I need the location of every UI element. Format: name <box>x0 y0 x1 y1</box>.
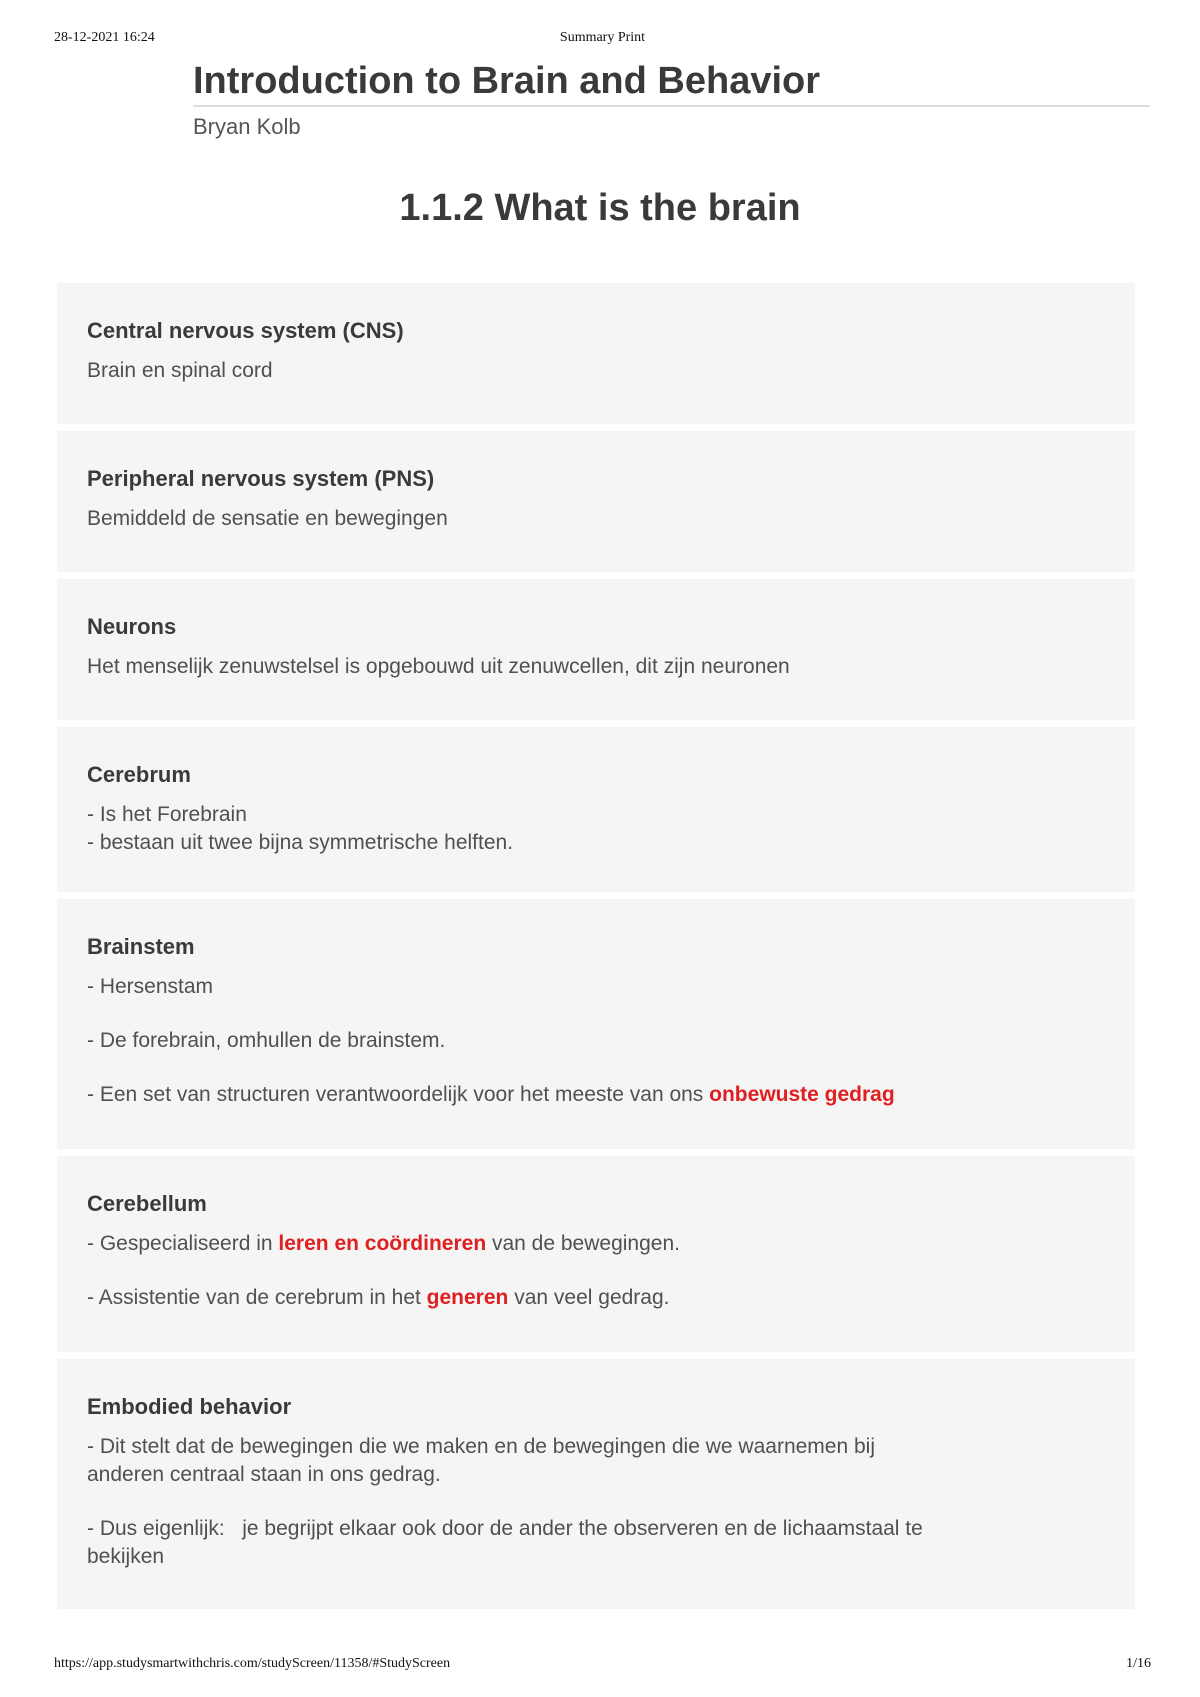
card-definition: Het menselijk zenuwstelsel is opgebouwd uit zenuwcellen, dit zijn neuronen <box>87 655 790 678</box>
card-definition-line: bekijken <box>87 1545 165 1568</box>
print-date: 28-12-2021 16:24 <box>54 30 155 45</box>
definition-text: - Gespecialiseerd in <box>87 1232 279 1255</box>
print-title: Summary Print <box>559 30 646 45</box>
highlighted-term: generen <box>426 1286 509 1309</box>
card-definition-line: - De forebrain, omhullen de brainstem. <box>87 1029 446 1052</box>
flashcard-pns[interactable] <box>57 431 1135 572</box>
card-term: Cerebellum <box>87 1191 207 1216</box>
flashcard-neurons[interactable] <box>57 579 1135 720</box>
section-heading: 1.1.2 What is the brain <box>399 187 801 229</box>
card-definition: Bemiddeld de sensatie en bewegingen <box>87 507 448 530</box>
card-definition-line: - bestaan uit twee bijna symmetrische helften. <box>87 831 514 854</box>
card-definition-line <box>87 1230 1105 1258</box>
definition-text: van veel gedrag. <box>508 1286 670 1309</box>
card-term: Peripheral nervous system (PNS) <box>87 466 435 491</box>
flashcard-brainstem[interactable] <box>57 899 1135 1149</box>
card-definition-line: - Hersenstam <box>87 975 214 998</box>
card-term: Embodied behavior <box>87 1394 292 1419</box>
document-title: Introduction to Brain and Behavior <box>193 60 821 102</box>
definition-text: van de bewegingen. <box>486 1232 680 1255</box>
highlighted-term: leren en coördineren <box>278 1232 487 1255</box>
print-header <box>54 30 1151 50</box>
card-definition-line <box>87 1284 1105 1312</box>
flashcard-embodied-behavior[interactable] <box>57 1359 1135 1609</box>
card-term: Cerebrum <box>87 762 191 787</box>
flashcard-cerebellum[interactable] <box>57 1156 1135 1352</box>
flashcard-cerebrum[interactable] <box>57 727 1135 892</box>
card-definition-line: - Dit stelt dat de bewegingen die we maken en de bewegingen die we waarnemen bij <box>87 1435 875 1458</box>
title-divider <box>193 105 1150 107</box>
definition-text: - Een set van structuren verantwoordelijk voor het meeste van ons <box>87 1083 710 1106</box>
card-term: Central nervous system (CNS) <box>87 318 404 343</box>
page-url-link[interactable]: https://app.studysmartwithchris.com/studyScreen/11358/#StudyScreen <box>54 1656 451 1671</box>
card-definition-line: - Dus eigenlijk: je begrijpt elkaar ook door de ander the observeren en de lichaamstaal te <box>87 1517 923 1540</box>
card-term: Brainstem <box>87 934 195 959</box>
highlighted-term: onbewuste gedrag <box>709 1083 895 1106</box>
document-author: Bryan Kolb <box>193 114 301 139</box>
definition-text: - Assistentie van de cerebrum in het <box>87 1286 427 1309</box>
page-number: 1/16 <box>1126 1656 1151 1671</box>
card-definition-line: - Is het Forebrain <box>87 803 247 826</box>
card-term: Neurons <box>87 614 177 639</box>
card-definition: Brain en spinal cord <box>87 359 273 382</box>
card-definition-line <box>87 1081 1105 1109</box>
card-definition-line: anderen centraal staan in ons gedrag. <box>87 1463 441 1486</box>
flashcard-cns[interactable] <box>57 283 1135 424</box>
print-footer <box>54 1656 1151 1676</box>
